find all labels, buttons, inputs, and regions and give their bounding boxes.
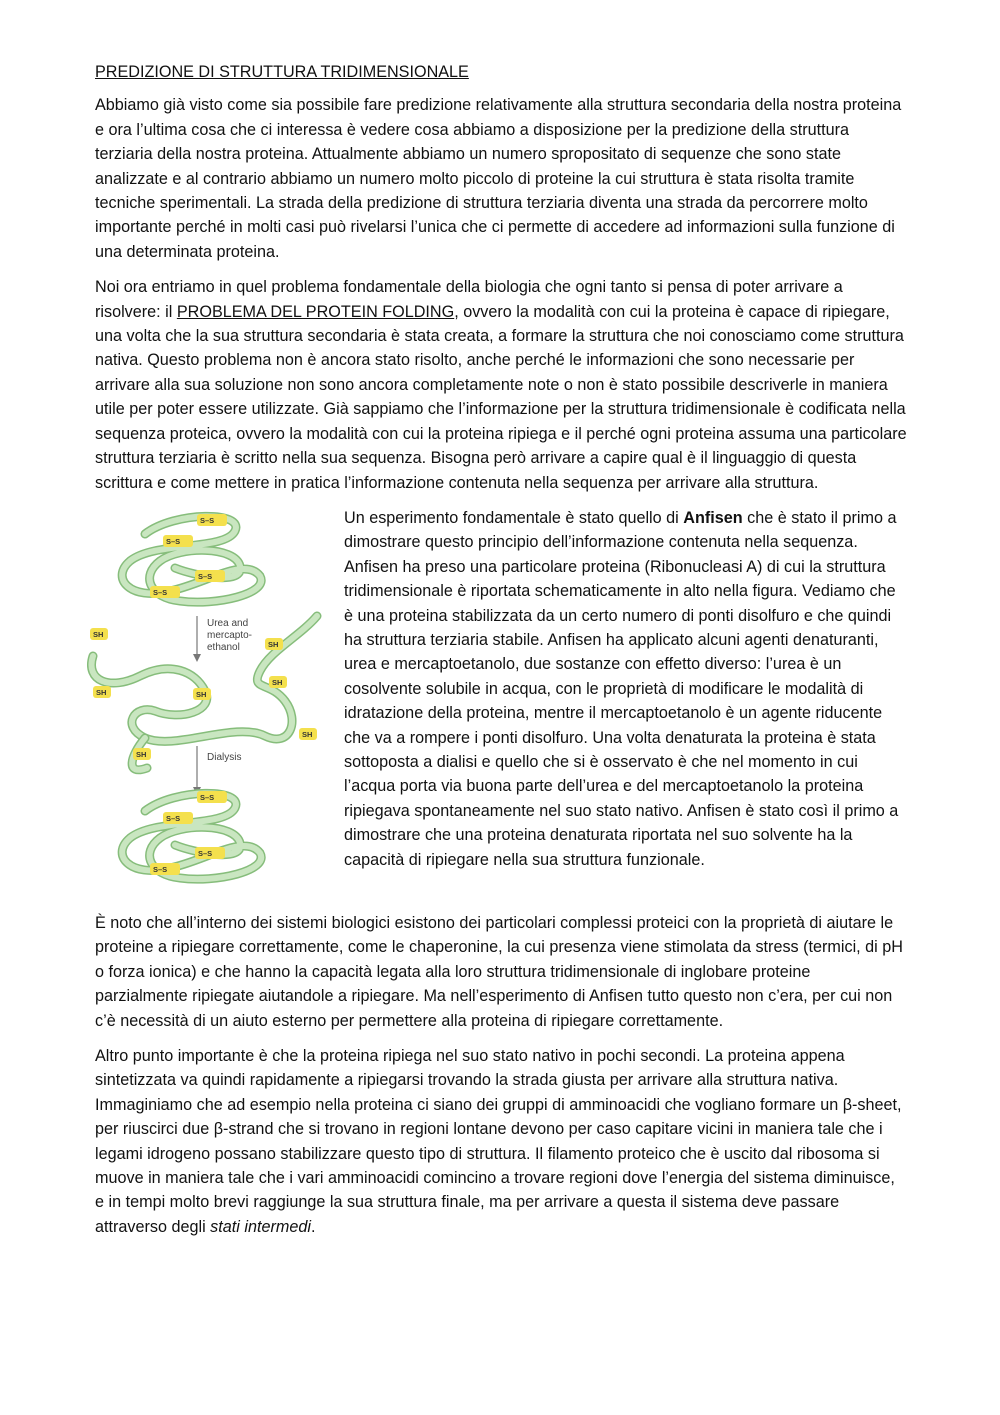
sh-label: SH xyxy=(196,689,207,699)
text-segment: . xyxy=(310,1217,316,1236)
denaturation-arrow xyxy=(193,616,252,662)
arrow-label-line2: mercapto- xyxy=(207,629,253,641)
sh-label: SH xyxy=(272,677,283,687)
dialysis-arrow xyxy=(193,746,241,795)
paragraph-folding-speed xyxy=(95,1044,907,1239)
ss-label: S–S xyxy=(198,571,213,581)
sh-label: SH xyxy=(136,749,147,759)
sh-label: SH xyxy=(302,729,313,739)
dialysis-label: Dialysis xyxy=(207,751,242,763)
native-protein-bottom xyxy=(122,791,261,879)
native-protein-top xyxy=(122,514,261,602)
paragraph-anfinsen xyxy=(344,506,907,901)
text-segment: Noi ora entriamo in quel problema fondamentale della biologia che ogni tanto si pensa di poter arrivare a risolvere: il xyxy=(95,278,843,321)
text-segment: Un esperimento fondamentale è stato quello di xyxy=(344,508,684,527)
arrow-label-line1: Urea and xyxy=(207,617,249,629)
protein-folding-diagram xyxy=(85,506,325,901)
text-segment: , ovvero la modalità con cui la proteina è capace di ripiegare, una volta che la sua struttura secondaria è stata creata, a formare la struttura che noi conosciamo come struttura nativa. Questo problema non è ancora stato risolto, anche perché le informazioni che sono necessarie per arrivare alla sua soluzione non sono ancora completamente note o non è stato possibile descriverle in maniera utile per poter essere utilizzate. Già sappiamo che l’informazione per la struttura tridimensionale è codificata nella sequenza proteica, ovvero la modalità con cui la proteina ripiega e il perché ogni proteina assuma una particolare struttura terziaria è scritto nella sua sequenza. Bisogna però arrivare a capire qual è il linguaggio di questa scrittura e come mettere in pratica l’informazione contenuta nella sequenza per arrivare alla struttura. xyxy=(95,302,907,492)
paragraph-intro: Abbiamo già visto come sia possibile fare predizione relativamente alla struttura secondaria della nostra proteina e ora l’ultima cosa che ci interessa è vedere cosa abbiamo a disposizione per la predizione della struttura terziaria della nostra proteina. Attualmente abbiamo un numero spropositato di sequenze che sono state analizzate e al contrario abbiamo un numero molto piccolo di proteine la cui struttura è stata risolta tramite tecniche sperimentali. La strada della predizione di struttura terziaria diventa una strada da percorrere molto importante perché in molti casi può rivelarsi l’unica che ci permette di accedere ad informazioni sulla funzione di una determinata proteina. xyxy=(95,96,902,261)
ss-label: S–S xyxy=(200,515,215,525)
protein-folding-term: PROBLEMA DEL PROTEIN FOLDING xyxy=(176,302,455,321)
ss-label: S–S xyxy=(200,792,215,802)
arrow-label-line3: ethanol xyxy=(207,641,240,653)
denatured-protein xyxy=(90,616,317,770)
text-segment: che è stato il primo a dimostrare questo principio dell’informazione contenuta nella sequenza. Anfisen ha preso una particolare proteina (Ribonucleasi A) di cui la struttura tridimensionale è riportata schematicamente in alto nella figura. Vediamo che è una proteina stabilizzata da un certo numero di ponti disolfuro e che quindi ha struttura terziaria stabile. Anfisen ha applicato alcuni agenti denaturanti, urea e mercaptoetanolo, due sostanze con effetto diverso: l’urea è un cosolvente solubile in acqua, con le proprietà di modificare le modalità di idratazione della proteina, mentre il mercaptoetanolo è un agente riducente che va a rompere i ponti disolfuro. Una volta denaturata la proteina è stata sottoposta a dialisi e quello che si è osservato è che nel momento in cui l’acqua porta via buona parte dell’urea e del mercaptoetanolo la proteina ripiegava spontaneamente nel suo stato nativo. Anfisen è stato così il primo a dimostrare che una proteina denaturata riportata nel suo solvente ha la capacità di ripiegare nella sua struttura funzionale. xyxy=(344,508,899,869)
intermediate-states-term: stati intermedi xyxy=(210,1217,311,1236)
anfinsen-name: Anfisen xyxy=(683,508,743,527)
sh-label: SH xyxy=(268,639,279,649)
text-segment: Altro punto importante è che la proteina ripiega nel suo stato nativo in pochi secondi. La proteina appena sintetizzata va quindi rapidamente a ripiegarsi trovando la strada giusta per arrivare alla struttura nativa. Immaginiamo che ad esempio nella proteina ci siano dei gruppi di amminoacidi che vogliano formare un β-sheet, per riuscirci due β-strand che si trovano in regioni lontane devono per caso capitare vicini in maniera tale che i legami idrogeno possano stabilizzare questo tipo di struttura. Il filamento proteico che è uscito dal ribosoma si muove in maniera tale che i vari amminoacidi comincino a trovare regioni dove l’energia del sistema diminuisce, e in tempi molto brevi raggiunge la sua struttura finale, ma per arrivare a questa il sistema deve passare attraverso degli xyxy=(95,1046,902,1236)
paragraph-protein-folding xyxy=(95,275,907,495)
ss-label: S–S xyxy=(166,536,181,546)
paragraph-chaperonins: È noto che all’interno dei sistemi biologici esistono dei particolari complessi proteici con la proprietà di aiutare le proteine a ripiegare correttamente, come le chaperonine, la cui presenza viene stimolata da stress (termici, di pH o forza ionica) e che hanno la capacità legata alla loro struttura tridimensionale di inglobare proteine parzialmente ripiegate aiutandole a ripiegare. Ma nell’esperimento di Anfisen tutto questo non c’era, per cui non c’è necessità di un aiuto esterno per permettere alla proteina di ripiegare correttamente. xyxy=(95,913,903,1030)
sh-label: SH xyxy=(93,629,104,639)
ss-label: S–S xyxy=(153,864,168,874)
figure-with-text xyxy=(95,506,907,901)
document-page xyxy=(95,60,907,1250)
sh-label: SH xyxy=(96,687,107,697)
ss-label: S–S xyxy=(153,587,168,597)
section-title: PREDIZIONE DI STRUTTURA TRIDIMENSIONALE xyxy=(95,63,469,81)
ss-label: S–S xyxy=(166,813,181,823)
anfinsen-figure xyxy=(85,506,325,901)
ss-label: S–S xyxy=(198,848,213,858)
